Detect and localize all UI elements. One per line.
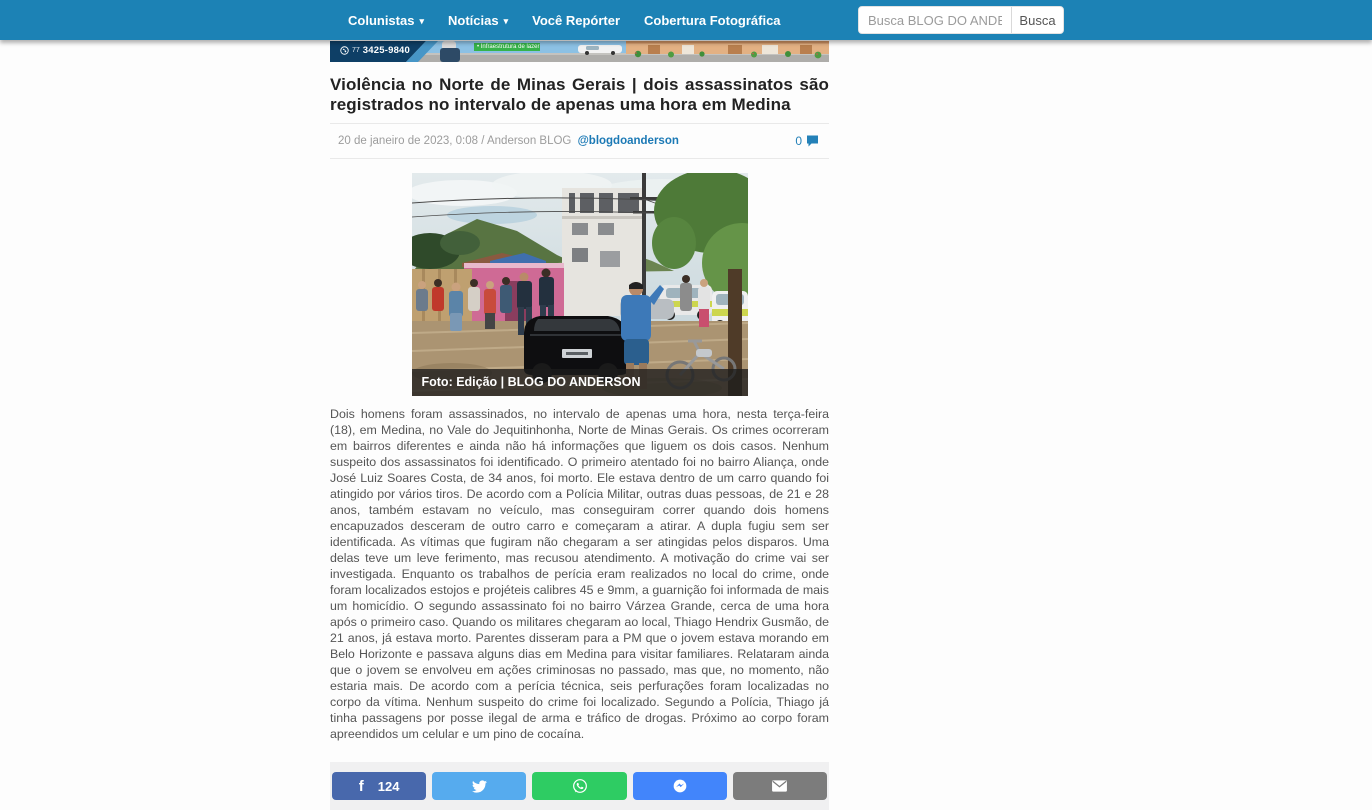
email-icon <box>771 779 788 793</box>
chevron-down-icon: ▾ <box>419 15 424 26</box>
article-title: Violência no Norte de Minas Gerais | dois assassinatos são registrados no intervalo de apenas uma hora em Medina <box>330 75 829 114</box>
messenger-icon <box>672 778 688 794</box>
photo-caption: Foto: Edição | BLOG DO ANDERSON <box>412 369 748 396</box>
nav-label: Colunistas <box>348 12 415 28</box>
article-photo <box>412 173 748 396</box>
search-box <box>858 6 1064 34</box>
comments-count: 0 <box>795 134 802 148</box>
top-navigation-bar <box>0 0 1372 40</box>
comments-indicator[interactable] <box>795 134 819 148</box>
share-bar <box>330 762 829 810</box>
article-date-author: 20 de janeiro de 2023, 0:08 / Anderson BLOG <box>338 135 572 147</box>
crime-scene-photo <box>412 173 748 396</box>
author-handle-link[interactable]: @blogdoanderson <box>577 135 679 147</box>
main-nav <box>348 0 781 40</box>
share-whatsapp-button[interactable] <box>532 772 626 800</box>
banner-phone-number: 3425-9840 <box>362 45 411 56</box>
article-body: Dois homens foram assassinados, no intervalo de apenas uma hora, nesta terça-feira (18), em Medina, no Vale do Jequitinhonha, Norte de Minas Gerais. Os crimes ocorreram em bairros diferentes e ainda não há informações que liguem os dois casos. Nenhum suspeito dos assassinatos foi identificado. O primeiro atentado foi no bairro Aliança, onde José Luiz Soares Costa, de 34 anos, foi morto. Ele estava dentro de um carro quando foi atingido por vários tiros. De acordo com a Polícia Militar, outras duas pessoas, de 21 e 28 anos, também estavam no veículo, mas conseguiram correr quando dois homens encapuzados desceram de outro carro e começaram a atirar. A dupla fugiu sem ser identificada. As vítimas que fugiram não chegaram a ser atingidas pelos disparos. Uma delas teve um leve ferimento, mas recusou atendimento. A motivação do crime vai ser investigada. Enquanto os trabalhos de perícia eram realizados no local do crime, onde foram localizados estojos e projéteis calibres 45 e 9mm, a guarnição foi informada de mais um homicídio. O segundo assassinato foi no bairro Várzea Grande, cerca de uma hora após o primeiro caso. Quando os militares chegaram ao local, Thiago Hendrix Gusmão, de 21 anos, já estava morto. Parentes disseram para a PM que o jovem estava morando em Belo Horizonte e passava alguns dias em Medina para visitar familiares. Relataram ainda que o jovem se envolveu em ações criminosas no passado, mas que, no momento, não estaria mais. De acordo com a perícia técnica, seis perfurações foram localizadas no corpo da vítima. Nenhum suspeito do crime foi localizado. Segundo a Polícia, Thiago já tinha passagens por posse ilegal de arma e tráfico de drogas. Próximo ao corpo foram apreendidos um celular e um pino de cocaína. <box>330 407 829 741</box>
banner-phone-prefix: 77 <box>352 47 360 54</box>
article-column <box>330 41 829 810</box>
banner-tag: • Infraestrutura de lazer <box>474 43 540 51</box>
facebook-icon: f <box>358 777 364 795</box>
nav-item-voce-reporter[interactable] <box>532 13 620 28</box>
article-meta-left <box>338 135 679 147</box>
comment-bubble-icon <box>806 135 819 147</box>
share-messenger-button[interactable] <box>633 772 727 800</box>
share-twitter-button[interactable] <box>432 772 526 800</box>
search-button[interactable]: Busca <box>1011 7 1063 33</box>
nav-label: Notícias <box>448 12 499 28</box>
nav-item-cobertura-fotografica[interactable] <box>644 13 781 28</box>
chevron-down-icon: ▾ <box>503 15 509 26</box>
nav-label: Você Repórter <box>532 12 621 28</box>
whatsapp-icon <box>340 46 349 55</box>
banner-phone <box>340 45 410 56</box>
ad-banner[interactable] <box>330 41 829 62</box>
nav-item-colunistas[interactable] <box>348 13 424 28</box>
whatsapp-icon <box>572 778 588 794</box>
facebook-share-count: 124 <box>377 778 400 794</box>
share-facebook-button[interactable] <box>332 772 426 800</box>
search-input[interactable] <box>859 7 1011 33</box>
article-meta <box>330 123 829 159</box>
nav-label: Cobertura Fotográfica <box>644 12 781 28</box>
share-email-button[interactable] <box>733 772 827 800</box>
nav-item-noticias[interactable] <box>448 13 508 28</box>
twitter-icon <box>472 779 487 794</box>
